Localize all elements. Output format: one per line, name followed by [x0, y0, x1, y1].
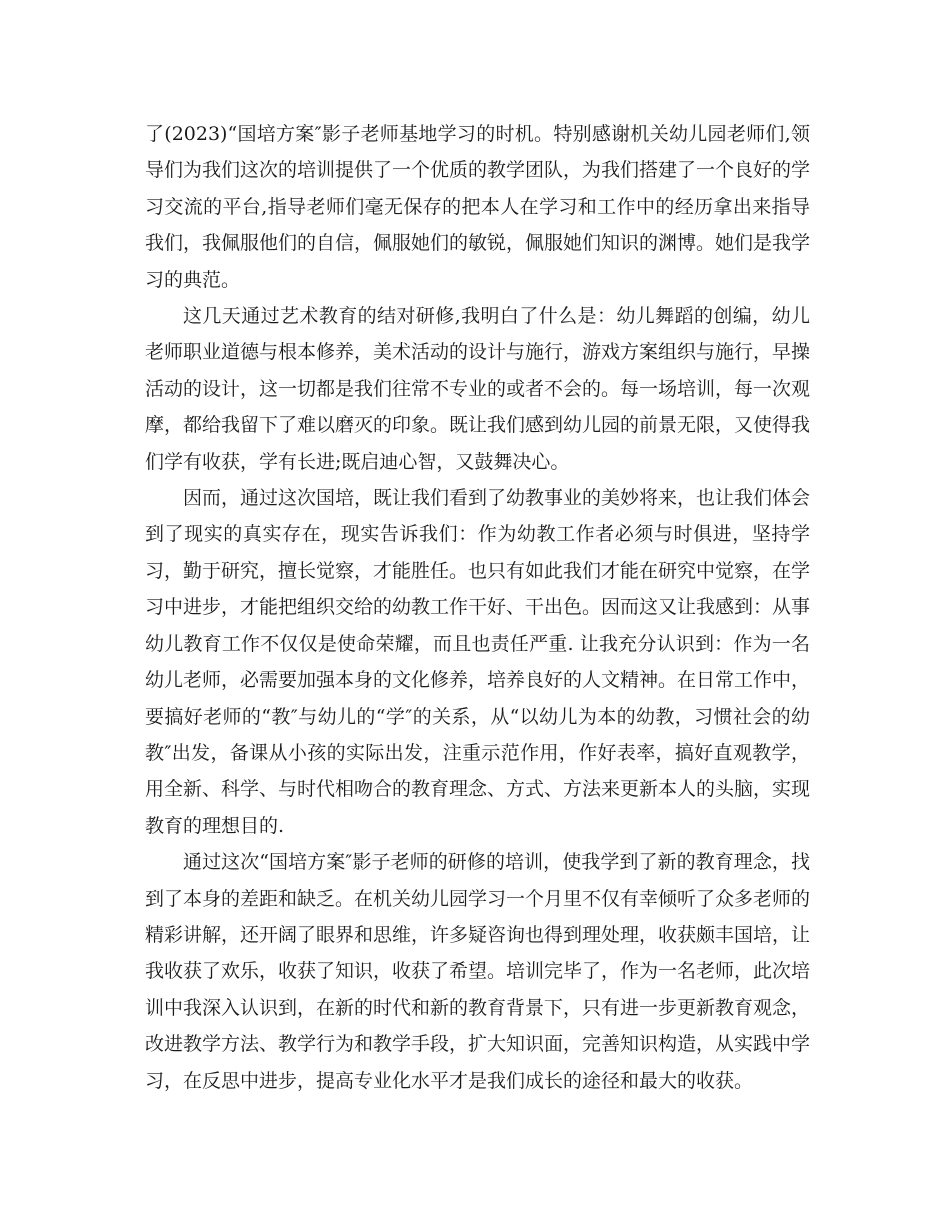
paragraph-1: 了(2023)“国培方案″影子老师基地学习的时机。特别感谢机关幼儿园老师们,领导们为我们这次的培训提供了一个优质的教学团队，为我们搭建了一个良好的学习交流的平台,指导老师们毫无保存的把本人在学习和工作中的经历拿出来指导我们，我佩服他们的自信，佩服她们的敏锐，佩服她们知识的渊博。她们是我学习的典范。	[145, 123, 811, 291]
paragraph-2: 这几天通过艺术教育的结对研修,我明白了什么是：幼儿舞蹈的创编，幼儿老师职业道德与根本修养，美术活动的设计与施行，游戏方案组织与施行，早操活动的设计，这一切都是我们往常不专业的或者不会的。每一场培训，每一次观摩，都给我留下了难以磨灭的印象。既让我们感到幼儿园的前景无限，又使得我们学有收获，学有长进;既启迪心智，又鼓舞决心。	[145, 305, 811, 473]
paragraph-4: 通过这次“国培方案″影子老师的研修的培训，使我学到了新的教育理念，找到了本身的差距和缺乏。在机关幼儿园学习一个月里不仅有幸倾听了众多老师的精彩讲解，还开阔了眼界和思维，许多疑咨询也得到理处理，收获颇丰国培，让我收获了欢乐，收获了知识，收获了希望。培训完毕了，作为一名老师，此次培训中我深入认识到，在新的时代和新的教育背景下，只有进一步更新教育观念，改进教学方法、教学行为和教学手段，扩大知识面，完善知识构造，从实践中学习，在反思中进步，提高专业化水平才是我们成长的途径和最大的收获。	[145, 851, 811, 1092]
paragraph-3: 因而，通过这次国培，既让我们看到了幼教事业的美妙将来，也让我们体会到了现实的真实存在，现实告诉我们：作为幼教工作者必须与时俱进，坚持学习，勤于研究，擅长觉察，才能胜任。也只有如此我们才能在研究中觉察，在学习中进步，才能把组织交给的幼教工作干好、干出色。因而这又让我感到：从事幼儿教育工作不仅仅是使命荣耀，而且也责任严重. 让我充分认识到：作为一名幼儿老师，必需要加强本身的文化修养，培养良好的人文精神。在日常工作中，要搞好老师的“教″与幼儿的“学″的关系，从“以幼儿为本的幼教，习惯社会的幼教″出发，备课从小孩的实际出发，注重示范作用，作好表率，搞好直观教学，用全新、科学、与时代相吻合的教育理念、方式、方法来更新本人的头脑，实现教育的理想目的.	[145, 487, 811, 837]
document-body	[145, 116, 810, 1099]
